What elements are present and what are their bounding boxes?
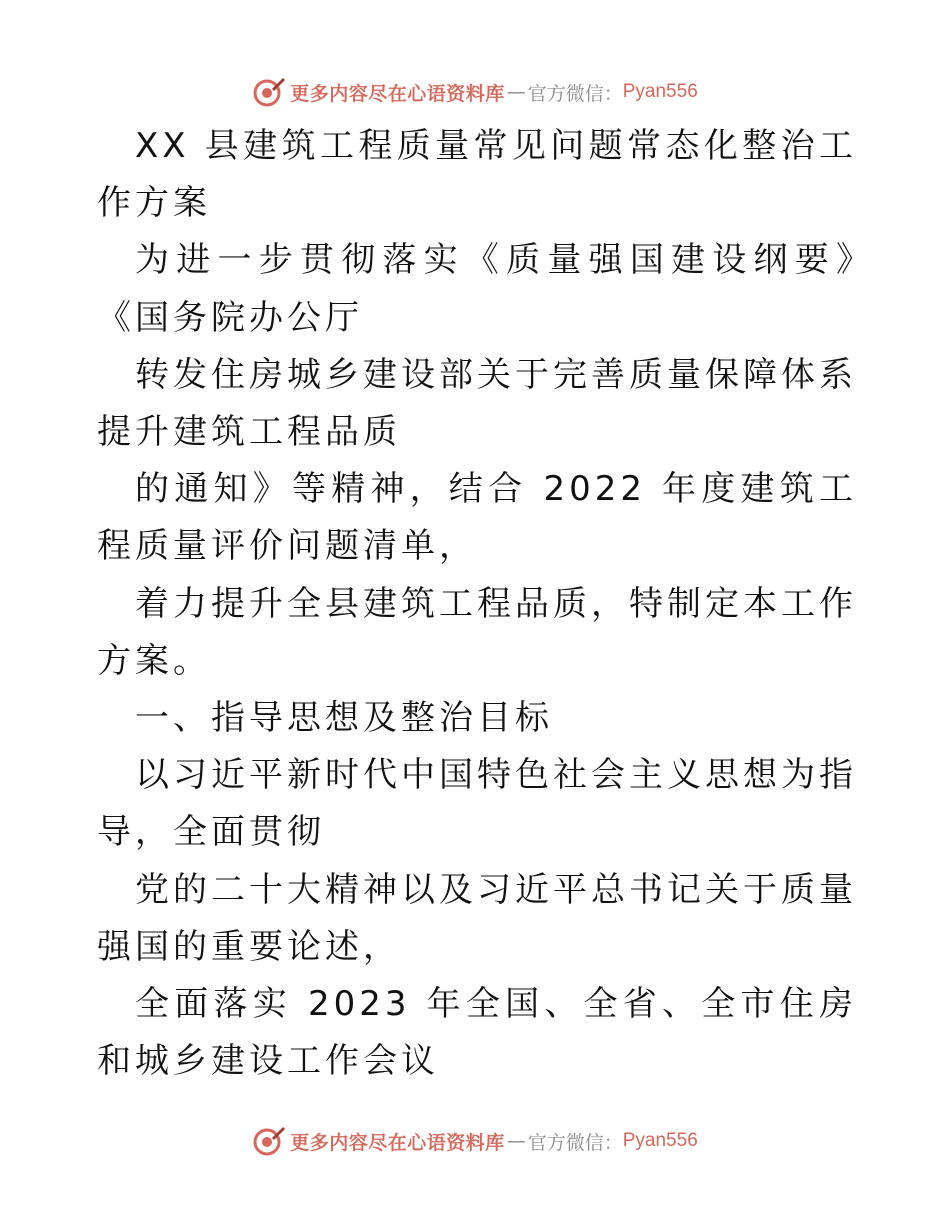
- paragraph: 着力提升全县建筑工程品质，特制定本工作方案。: [97, 583, 857, 681]
- pen-logo-icon: [252, 1124, 286, 1158]
- pen-logo-icon: [252, 75, 286, 109]
- paragraph: 党的二十大精神以及习近平总书记关于质量强国的重要论述，: [97, 869, 857, 967]
- section-heading: 一、指导思想及整治目标: [135, 698, 553, 739]
- wechat-label: 官方微信：: [527, 82, 623, 105]
- brand-text: 更多内容尽在心语资料库: [290, 1131, 505, 1154]
- header-banner: [0, 72, 950, 112]
- wechat-id: Pyan556: [622, 81, 698, 102]
- wechat-id: Pyan556: [622, 1130, 698, 1151]
- footer-banner: [0, 1121, 950, 1161]
- separator-dash: —: [506, 81, 526, 103]
- paragraph: 的通知》等精神，结合 2022 年度建筑工程质量评价问题清单，: [97, 469, 857, 567]
- paragraph: 以习近平新时代中国特色社会主义思想为指导，全面贯彻: [97, 755, 857, 853]
- paragraph: 全面落实 2023 年全国、全省、全市住房和城乡建设工作会议: [97, 984, 857, 1082]
- brand-text: 更多内容尽在心语资料库: [290, 82, 505, 105]
- separator-dash: —: [506, 1130, 526, 1152]
- paragraph: 为进一步贯彻落实《质量强国建设纲要》 《国务院办公厅: [97, 240, 895, 338]
- document-body: [97, 118, 895, 1090]
- document-title: XX 县建筑工程质量常见问题常态化整治工作方案: [97, 126, 857, 224]
- paragraph: 转发住房城乡建设部关于完善质量保障体系提升建筑工程品质: [97, 354, 857, 453]
- wechat-label: 官方微信：: [527, 1131, 623, 1154]
